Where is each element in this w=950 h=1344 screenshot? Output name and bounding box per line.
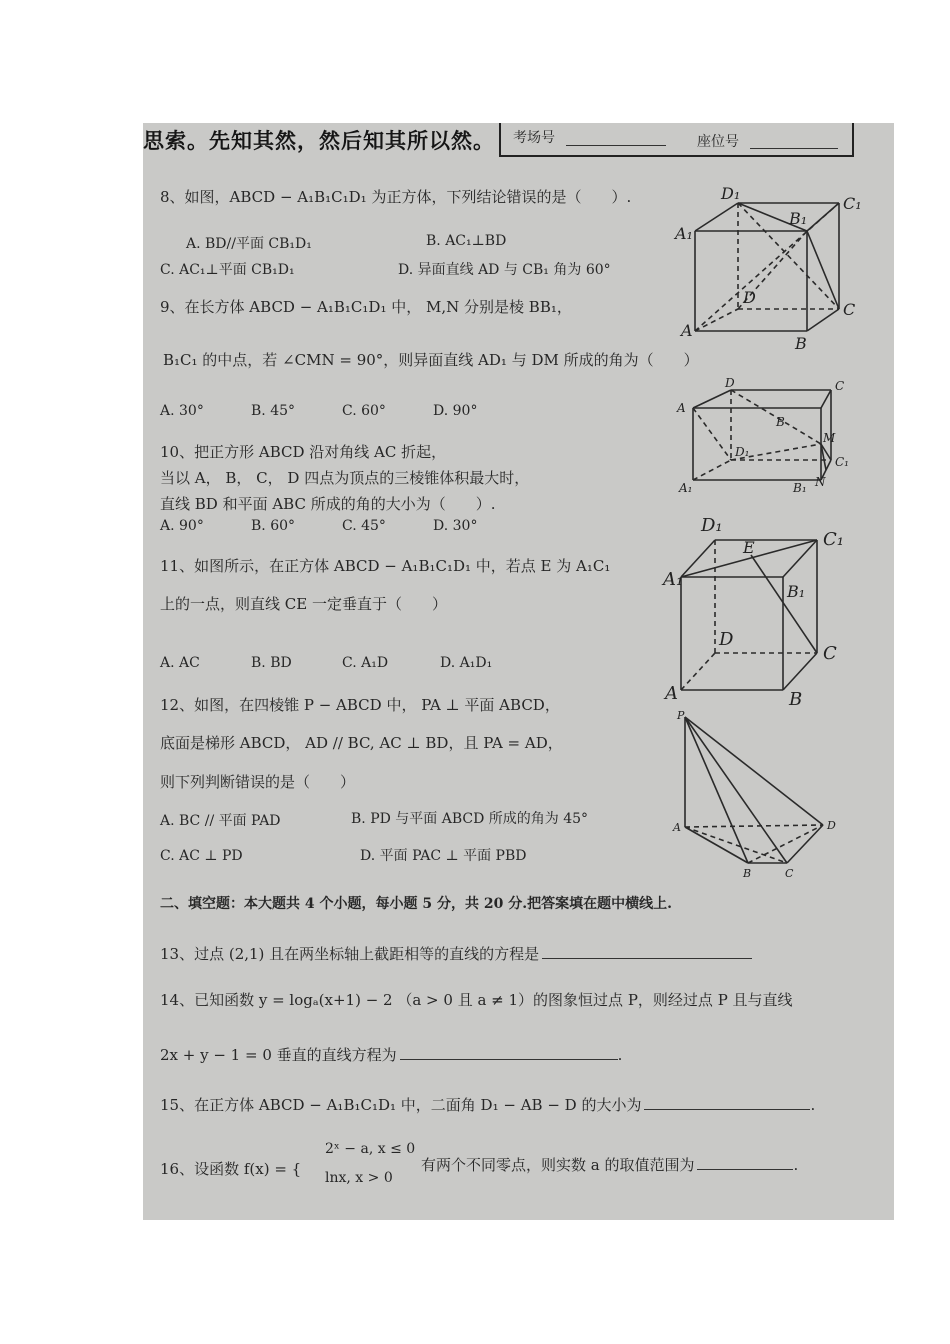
q16-case-2: lnx, x > 0 xyxy=(325,1170,393,1186)
q8-stem: 8、如图，ABCD − A₁B₁C₁D₁ 为正方体，下列结论错误的是（ ）. xyxy=(160,188,632,206)
seat-blank[interactable] xyxy=(750,134,838,149)
q14-end: . xyxy=(617,1046,623,1064)
fig9-label-B1: B₁ xyxy=(793,481,807,495)
q9-stem-2: B₁C₁ 的中点，若 ∠CMN = 90°，则异面直线 AD₁ 与 DM 所成的角为（ ） xyxy=(163,351,699,369)
q16-suffix: 有两个不同零点，则实数 a 的取值范围为 xyxy=(421,1156,695,1174)
fig11-label-E: E xyxy=(743,538,755,557)
q10-stem-3: 直线 BD 和平面 ABC 所成的角的大小为（ ）. xyxy=(160,495,496,513)
fig11-label-D1: D₁ xyxy=(701,515,723,536)
exam-sheet xyxy=(143,123,894,1220)
q11-option-c[interactable]: C. A₁D xyxy=(342,655,389,671)
q14-stem-2 xyxy=(160,1044,622,1065)
fig9-label-A1: A₁ xyxy=(679,481,693,495)
q14-text: 2x + y − 1 = 0 垂直的直线方程为 xyxy=(160,1046,397,1064)
fig12-label-D: D xyxy=(827,819,836,832)
fig8-label-C1: C₁ xyxy=(843,194,862,213)
q11-option-b[interactable]: B. BD xyxy=(251,655,292,671)
fig9-label-M: M xyxy=(823,431,836,445)
fig8-label-B1: B₁ xyxy=(789,209,808,228)
figure-q11-cube xyxy=(663,515,873,715)
fig8-label-C: C xyxy=(843,300,856,319)
fig11-label-A1: A₁ xyxy=(663,569,684,590)
q13-text: 13、过点 (2,1) 且在两坐标轴上截距相等的直线的方程是 xyxy=(160,945,540,963)
q16-case-1: 2ˣ − a, x ≤ 0 xyxy=(325,1141,416,1157)
fig11-label-C1: C₁ xyxy=(823,529,844,550)
fig12-label-B: B xyxy=(743,867,752,880)
fig9-label-C: C xyxy=(835,379,845,393)
q15-stem xyxy=(160,1094,815,1115)
q16-answer-blank[interactable] xyxy=(697,1155,793,1170)
fig8-label-D: D xyxy=(743,288,756,307)
cube-edges xyxy=(695,203,839,331)
q10-stem-1: 10、把正方形 ABCD 沿对角线 AC 折起， xyxy=(160,443,447,461)
q13-stem xyxy=(160,943,752,964)
q12-stem-1: 12、如图，在四棱锥 P − ABCD 中， PA ⊥ 平面 ABCD， xyxy=(160,696,560,714)
fig8-label-A: A xyxy=(681,321,693,340)
fig11-label-B: B xyxy=(789,689,803,710)
q10-option-b[interactable]: B. 60° xyxy=(251,518,296,534)
q12-option-a[interactable]: A. BC // 平面 PAD xyxy=(160,813,281,829)
fig11-label-A: A xyxy=(665,683,678,704)
q12-stem-3: 则下列判断错误的是（ ） xyxy=(160,773,356,791)
q11-stem-2: 上的一点，则直线 CE 一定垂直于（ ） xyxy=(160,595,447,613)
q10-option-a[interactable]: A. 90° xyxy=(160,518,204,534)
fig11-label-D: D xyxy=(719,629,734,650)
exam-room-label: 考场号 xyxy=(513,130,555,146)
q12-option-d[interactable]: D. 平面 PAC ⊥ 平面 PBD xyxy=(360,848,527,864)
fig9-label-C1: C₁ xyxy=(835,455,849,469)
fig11-label-B1: B₁ xyxy=(787,582,806,601)
q16-prefix: 16、设函数 f(x) = { xyxy=(160,1160,302,1178)
q15-text: 15、在正方体 ABCD − A₁B₁C₁D₁ 中，二面角 D₁ − AB − D 的大小为 xyxy=(160,1096,642,1114)
cuboid-edges xyxy=(693,390,831,480)
q12-option-c[interactable]: C. AC ⊥ PD xyxy=(160,848,243,864)
exam-info-box xyxy=(499,123,854,157)
q8-option-a[interactable]: A. BD//平面 CB₁D₁ xyxy=(186,236,312,252)
q12-option-b[interactable]: B. PD 与平面 ABCD 所成的角为 45° xyxy=(351,811,589,827)
figure-q9-cuboid xyxy=(673,378,883,498)
fig9-label-D: D xyxy=(725,376,735,390)
q16-end: . xyxy=(793,1156,799,1174)
q15-answer-blank[interactable] xyxy=(644,1095,810,1110)
q8-option-c[interactable]: C. AC₁⊥平面 CB₁D₁ xyxy=(160,262,295,278)
q10-option-d[interactable]: D. 30° xyxy=(433,518,478,534)
figure-q8-cube xyxy=(673,181,873,351)
fig8-label-D1: D₁ xyxy=(721,184,741,203)
fig9-label-N: N xyxy=(815,475,826,489)
q10-option-c[interactable]: C. 45° xyxy=(342,518,386,534)
q14-answer-blank[interactable] xyxy=(400,1045,618,1060)
q14-stem-1: 14、已知函数 y = logₐ(x+1) − 2 （a > 0 且 a ≠ 1）的图象恒过点 P，则经过点 P 且与直线 xyxy=(160,991,793,1009)
q16-suffix-line xyxy=(421,1154,798,1175)
section-2-heading: 二、填空题：本大题共 4 个小题，每小题 5 分，共 20 分.把答案填在题中横线上. xyxy=(160,896,672,912)
fig12-label-C: C xyxy=(785,867,794,880)
q9-option-d[interactable]: D. 90° xyxy=(433,403,478,419)
cube-edges xyxy=(681,540,817,690)
q11-stem-1: 11、如图所示，在正方体 ABCD − A₁B₁C₁D₁ 中，若点 E 为 A₁C₁ xyxy=(160,557,611,575)
q8-option-d[interactable]: D. 异面直线 AD 与 CB₁ 角为 60° xyxy=(398,262,611,278)
seat-label: 座位号 xyxy=(697,134,739,150)
q8-option-b[interactable]: B. AC₁⊥BD xyxy=(426,233,507,249)
q15-end: . xyxy=(810,1096,816,1114)
fig8-label-A1: A₁ xyxy=(675,224,693,243)
pyramid-edges xyxy=(685,717,823,863)
q9-stem-1: 9、在长方体 ABCD − A₁B₁C₁D₁ 中， M,N 分别是棱 BB₁， xyxy=(160,298,572,316)
figure-q12-pyramid xyxy=(673,711,853,881)
q12-stem-2: 底面是梯形 ABCD， AD // BC, AC ⊥ BD，且 PA = AD， xyxy=(160,734,563,752)
fig11-label-C: C xyxy=(823,643,837,664)
fig9-label-D1: D₁ xyxy=(735,445,750,459)
motto-header: 思索。先知其然，然后知其所以然。 xyxy=(143,128,495,153)
q9-option-b[interactable]: B. 45° xyxy=(251,403,296,419)
fig9-label-A: A xyxy=(677,401,686,415)
fig9-label-B: B xyxy=(776,415,785,429)
exam-room-blank[interactable] xyxy=(566,131,666,146)
q11-option-a[interactable]: A. AC xyxy=(160,655,200,671)
q9-option-c[interactable]: C. 60° xyxy=(342,403,386,419)
fig8-label-B: B xyxy=(795,334,807,353)
fig12-label-A: A xyxy=(673,821,681,834)
fig12-label-P: P xyxy=(677,709,685,722)
q13-answer-blank[interactable] xyxy=(542,944,752,959)
q9-option-a[interactable]: A. 30° xyxy=(160,403,204,419)
q10-stem-2: 当以 A， B， C， D 四点为顶点的三棱锥体积最大时， xyxy=(160,469,530,487)
q11-option-d[interactable]: D. A₁D₁ xyxy=(440,655,493,671)
